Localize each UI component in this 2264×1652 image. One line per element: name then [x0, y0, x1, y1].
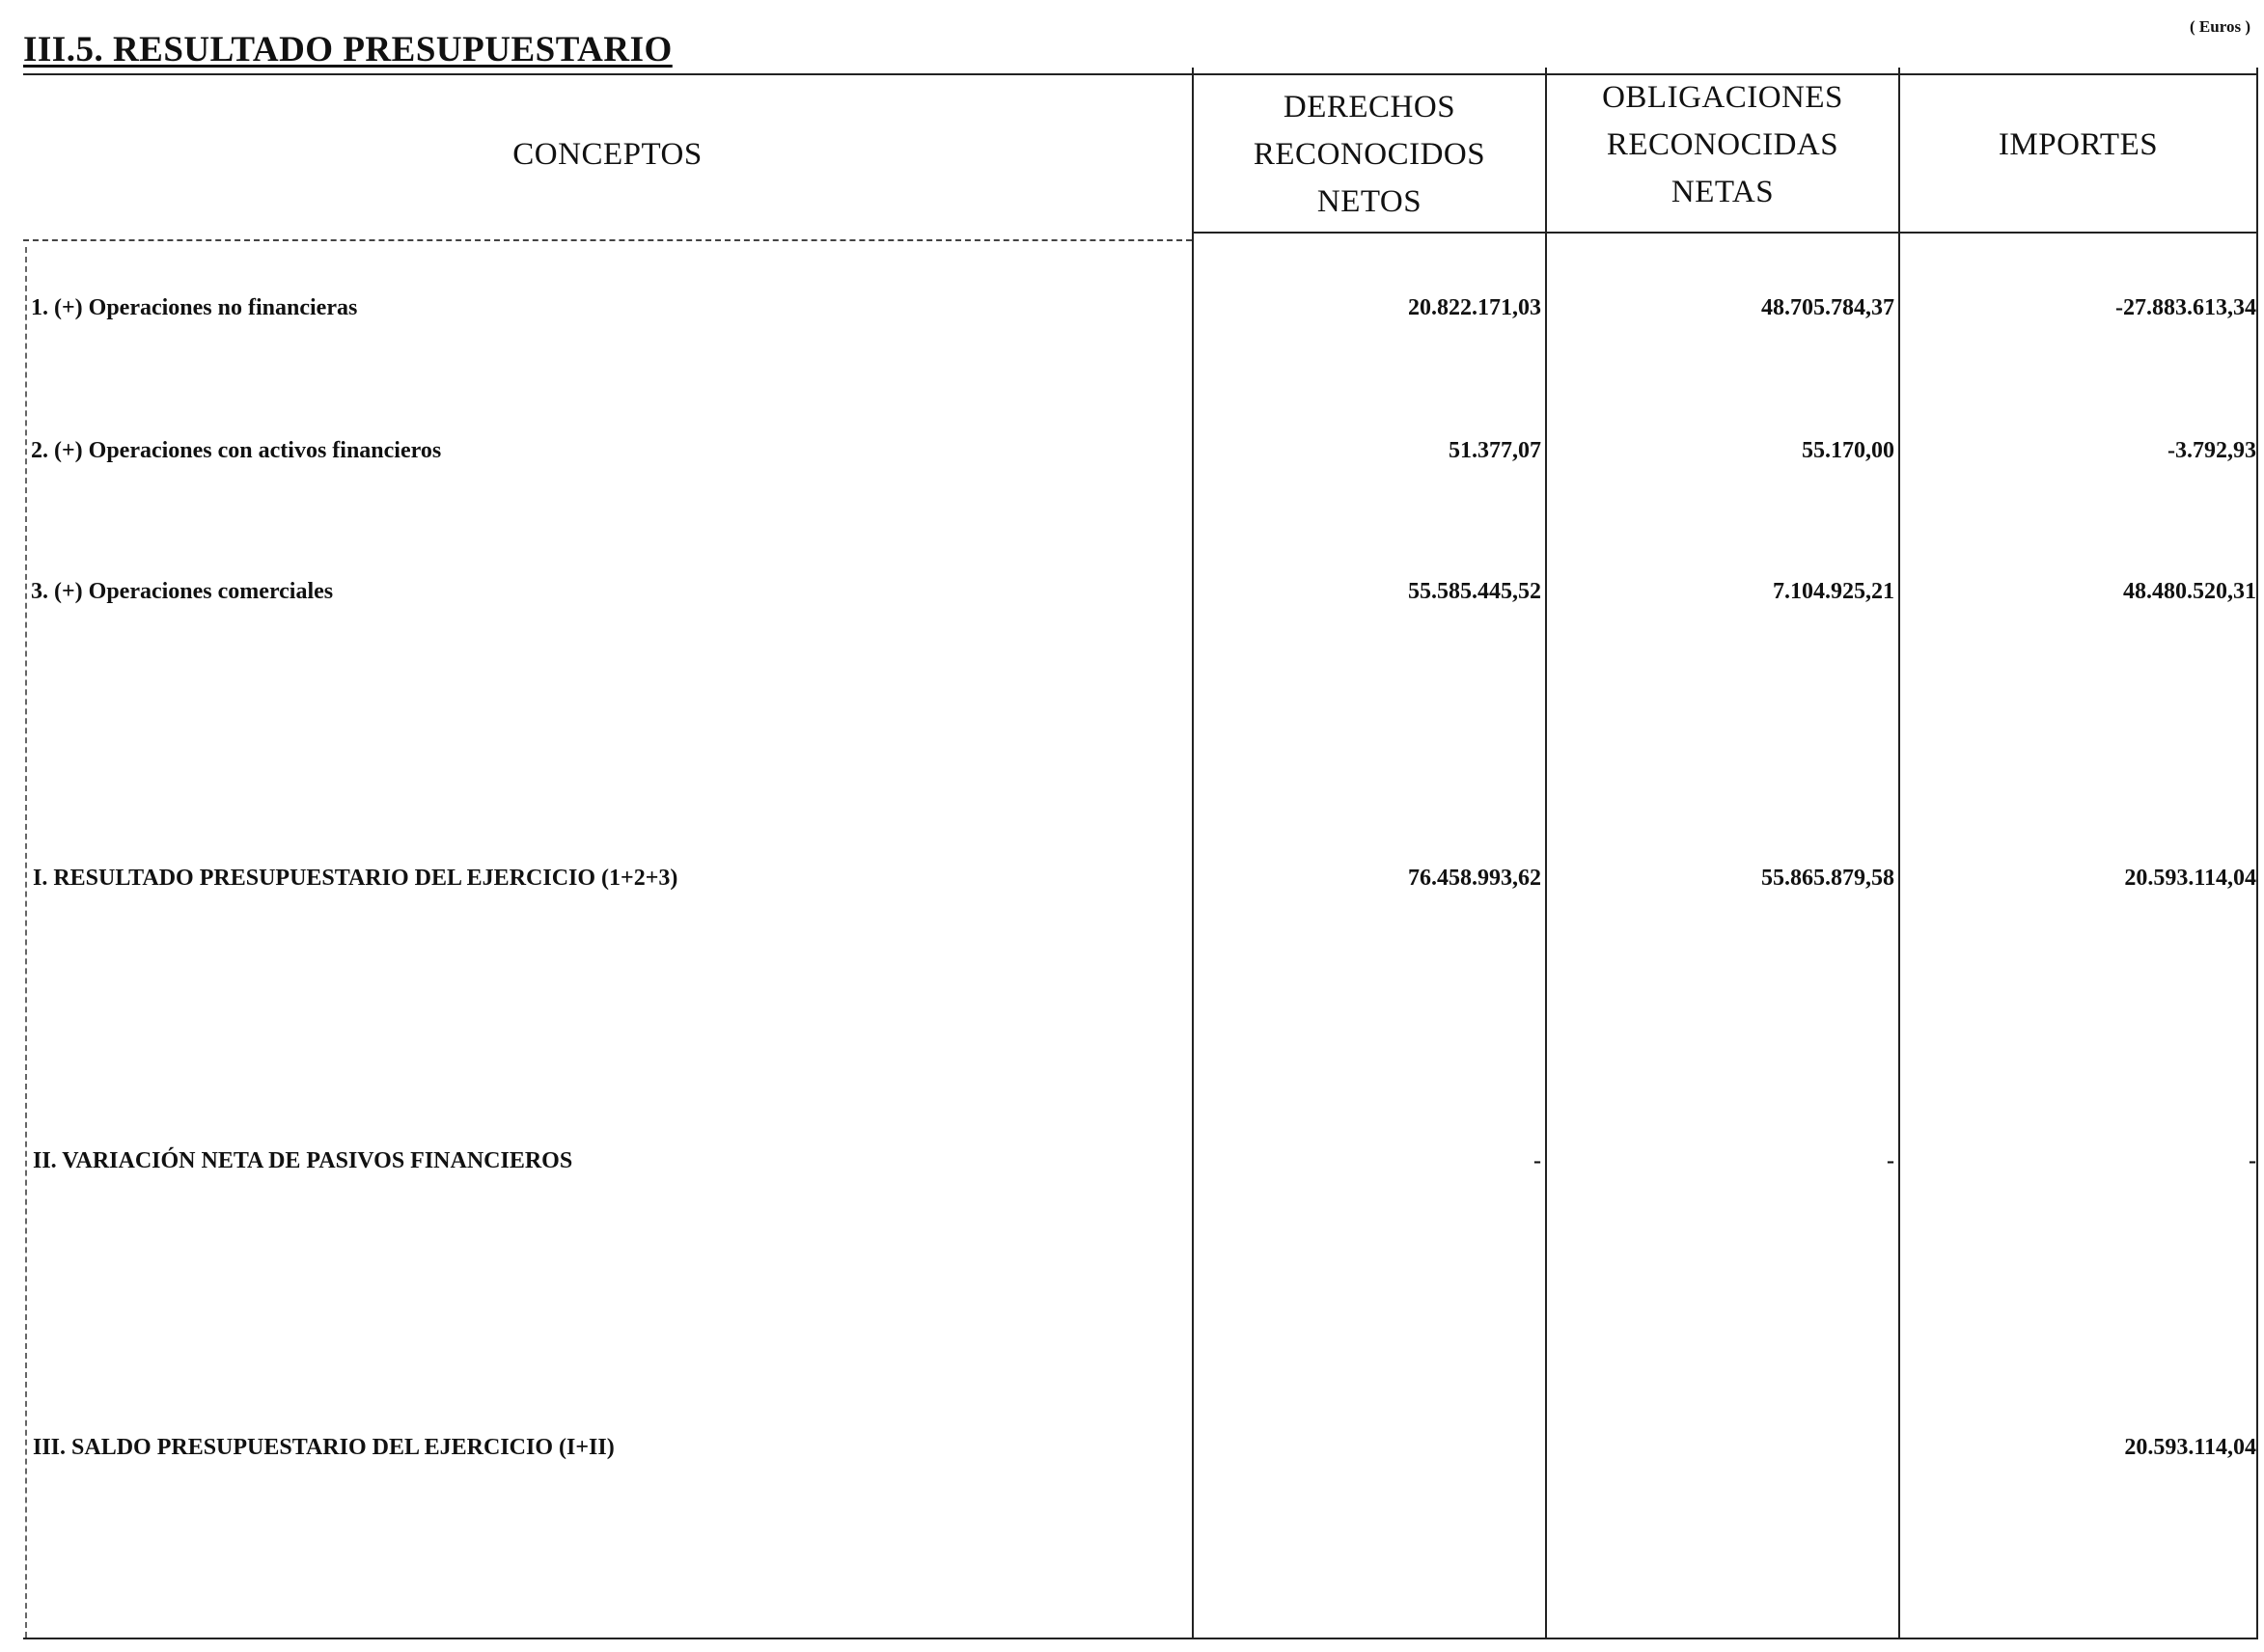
header-derechos-line-3: NETOS	[1316, 183, 1422, 219]
row-obligaciones: 55.170,00	[1802, 438, 1894, 463]
row-importes: 20.593.114,04	[2124, 866, 2256, 891]
header-obligaciones-line-2: RECONOCIDAS	[1606, 126, 1839, 162]
row-obligaciones: 48.705.784,37	[1761, 295, 1894, 320]
column-divider-1	[1192, 68, 1194, 1638]
row-concept: 1. (+) Operaciones no financieras	[31, 295, 358, 320]
header-bottom-border-left	[23, 239, 1192, 241]
document-title: III.5. RESULTADO PRESUPUESTARIO	[23, 30, 673, 69]
row-obligaciones: 7.104.925,21	[1773, 579, 1894, 604]
header-importes	[1900, 68, 2256, 222]
header-conceptos-label: CONCEPTOS	[512, 136, 703, 172]
header-importes-label: IMPORTES	[1998, 126, 2159, 162]
row-obligaciones: 55.865.879,58	[1761, 866, 1894, 891]
row-importes: 20.593.114,04	[2124, 1435, 2256, 1460]
header-obligaciones	[1547, 68, 1898, 222]
table-bottom-border	[23, 1638, 2258, 1639]
row-obligaciones: -	[1887, 1148, 1894, 1173]
row-derechos: 20.822.171,03	[1408, 295, 1541, 320]
header-conceptos	[23, 77, 1192, 232]
row-derechos: 76.458.993,62	[1408, 866, 1541, 891]
row-derechos: 51.377,07	[1449, 438, 1541, 463]
row-concept: III. SALDO PRESUPUESTARIO DEL EJERCICIO (I+II)	[33, 1435, 615, 1460]
row-importes: 48.480.520,31	[2123, 579, 2256, 604]
row-derechos: 55.585.445,52	[1408, 579, 1541, 604]
row-importes: -27.883.613,34	[2115, 295, 2256, 320]
currency-unit: ( Euros )	[2190, 17, 2250, 36]
header-derechos	[1194, 77, 1545, 232]
table-right-border	[2256, 68, 2258, 1638]
header-obligaciones-line-1: OBLIGACIONES	[1602, 79, 1843, 115]
table-left-border	[25, 247, 27, 1638]
row-importes: -	[2249, 1148, 2256, 1173]
header-obligaciones-line-3: NETAS	[1670, 174, 1775, 209]
column-divider-2	[1545, 68, 1547, 1638]
header-bottom-border	[1192, 232, 2258, 234]
header-derechos-line-2: RECONOCIDOS	[1253, 136, 1486, 172]
row-concept: 2. (+) Operaciones con activos financieros	[31, 438, 442, 463]
row-concept: 3. (+) Operaciones comerciales	[31, 579, 334, 604]
header-derechos-line-1: DERECHOS	[1283, 89, 1456, 124]
row-derechos: -	[1533, 1148, 1541, 1173]
column-divider-3	[1898, 68, 1900, 1638]
row-importes: -3.792,93	[2167, 438, 2256, 463]
row-concept: II. VARIACIÓN NETA DE PASIVOS FINANCIEROS	[33, 1148, 573, 1173]
row-concept: I. RESULTADO PRESUPUESTARIO DEL EJERCICIO (1+2+3)	[33, 866, 678, 891]
